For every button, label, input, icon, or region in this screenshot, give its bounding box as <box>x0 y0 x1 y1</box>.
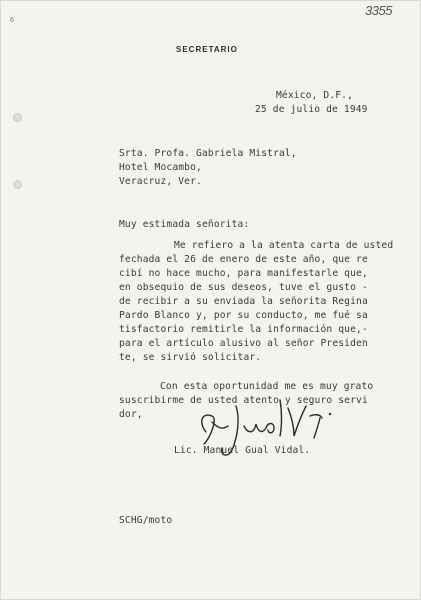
body-line: te, se sirvió solicitar. <box>119 352 262 363</box>
body-line: Pardo Blanco y, por su conducto, me fué sa <box>119 310 368 321</box>
punch-hole <box>13 113 22 122</box>
reference-initials: SCHG/moto <box>119 515 173 526</box>
recipient-line: Veracruz, Ver. <box>119 176 202 187</box>
corner-mark: 6 <box>10 17 14 24</box>
salutation: Muy estimada señorita: <box>119 219 250 230</box>
punch-hole <box>13 180 22 189</box>
body-line: dor, <box>119 409 143 420</box>
body-line: Con esta oportunidad me es muy grato <box>160 381 374 392</box>
recipient-line: Hotel Mocambo, <box>119 162 202 173</box>
body-line: en obsequio de sus deseos, tuve el gusto - <box>119 282 368 293</box>
body-line: cibí no hace mucho, para manifestarle que, <box>119 268 368 279</box>
body-line: suscribirme de usted atento y seguro servi <box>119 395 368 406</box>
signer-name: Lic. Manuel Gual Vidal. <box>174 445 311 456</box>
body-line: Me refiero a la atenta carta de usted <box>174 240 394 251</box>
date-text: 25 de julio de 1949 <box>255 104 368 115</box>
letterhead: SECRETARIO <box>176 45 238 54</box>
recipient-line: Srta. Profa. Gabriela Mistral, <box>119 148 297 159</box>
archive-number: 3355 <box>365 3 392 18</box>
body-line: fechada el 26 de enero de este año, que re <box>119 254 368 265</box>
date-place: México, D.F., <box>276 90 354 101</box>
body-line: tisfactorio remitirle la información que,- <box>119 324 368 335</box>
body-line: para el artículo alusivo al señor Presiden <box>119 338 368 349</box>
body-line: de recibir a su enviada la señorita Regina <box>119 296 368 307</box>
